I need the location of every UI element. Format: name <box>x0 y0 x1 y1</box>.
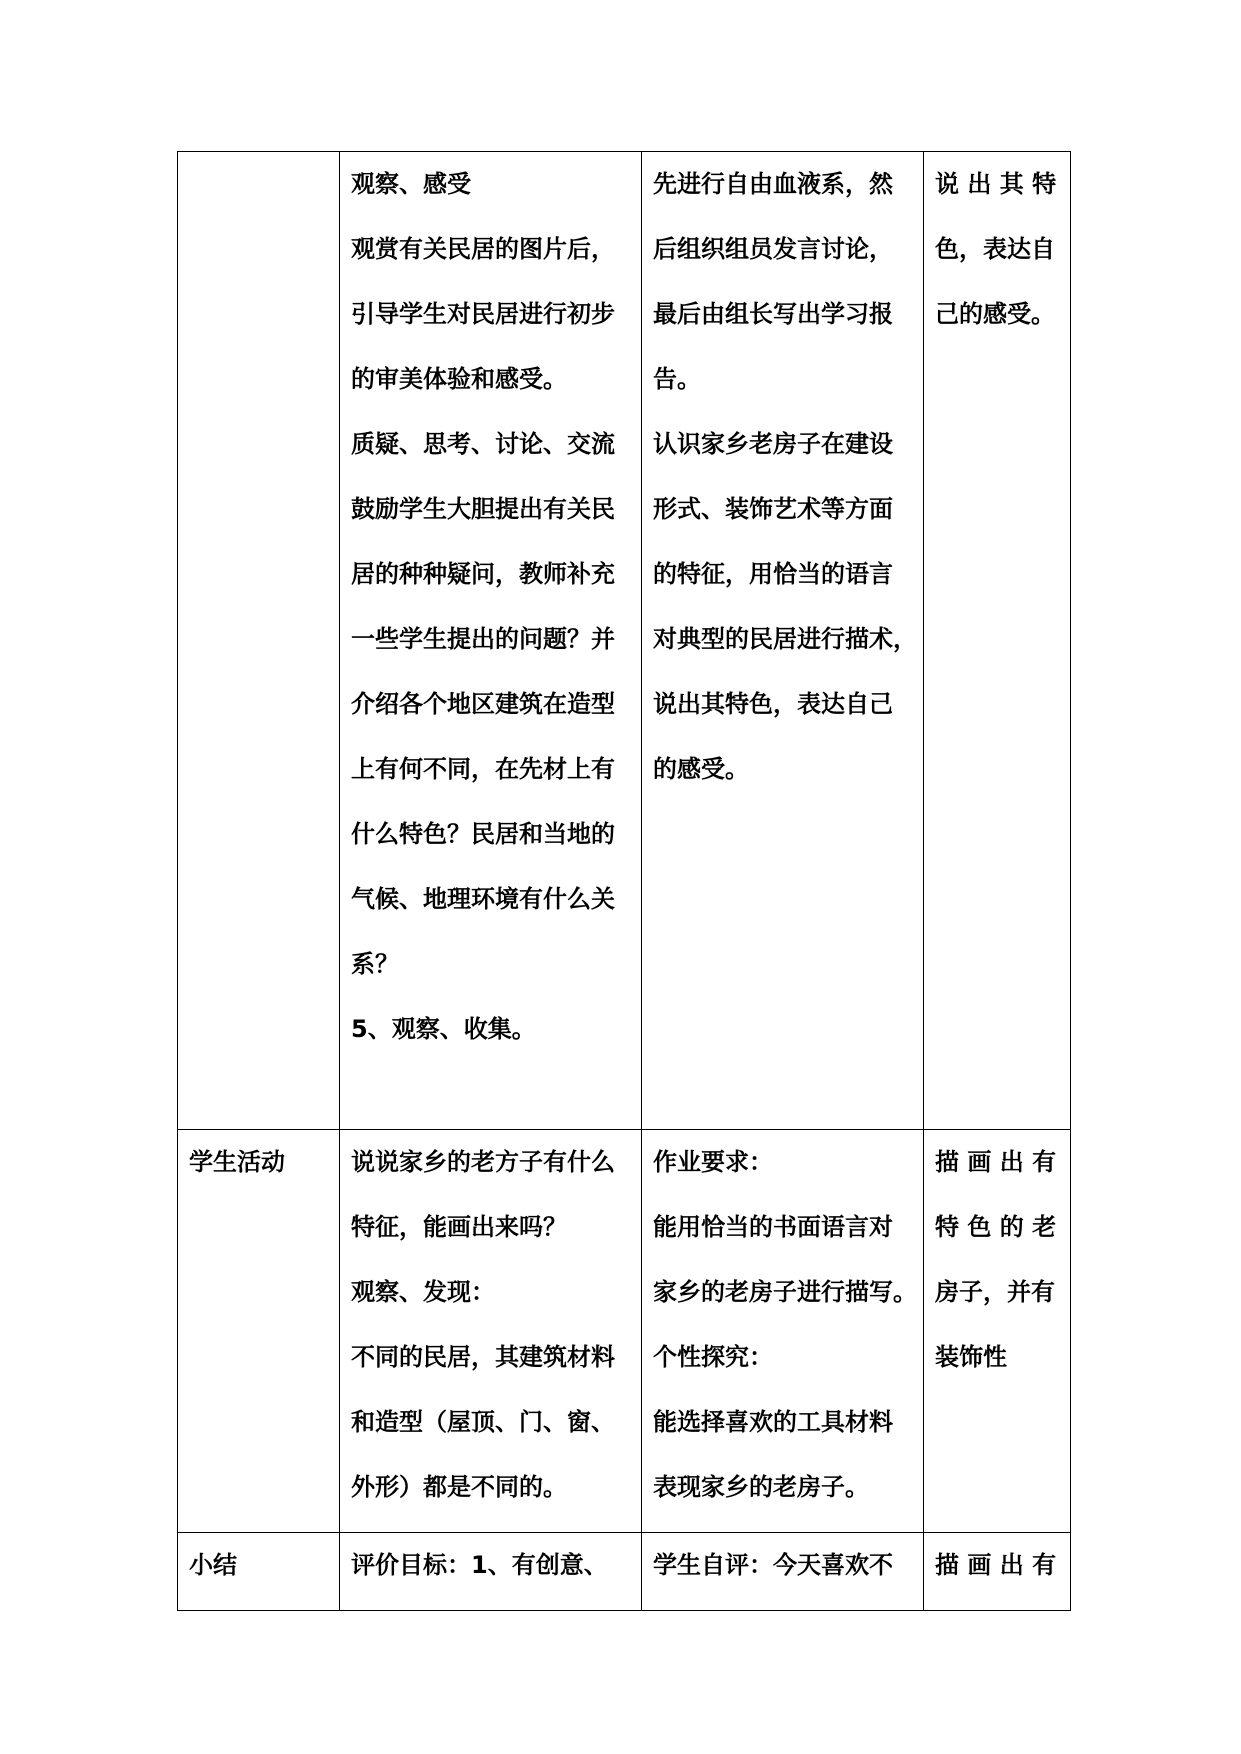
teacher-activity-cell <box>340 1130 642 1533</box>
cell-line: 的审美体验和感受。 <box>351 365 567 393</box>
cell-line: 表现家乡的老房子。 <box>653 1473 869 1501</box>
goal-cell <box>924 1130 1071 1533</box>
cell-line: 特 色 的 老 <box>935 1213 1057 1241</box>
cell-line: 引导学生对民居进行初步 <box>351 300 615 328</box>
cell-line: 个性探究： <box>653 1343 773 1371</box>
cell-line: 能选择喜欢的工具材料 <box>653 1408 893 1436</box>
cell-line: 5、观察、收集。 <box>351 1015 536 1043</box>
cell-line: 评价目标：1、有创意、 <box>351 1551 608 1579</box>
cell-line: 房子，并有 <box>935 1278 1055 1306</box>
cell-line: 鼓励学生大胆提出有关民 <box>351 495 615 523</box>
cell-line: 描 画 出 有 <box>935 1148 1057 1176</box>
row-label: 学生活动 <box>189 1148 285 1176</box>
cell-line: 说说家乡的老方子有什么 <box>351 1148 615 1176</box>
cell-line: 特征，能画出来吗？ <box>351 1213 567 1241</box>
row-label: 小结 <box>189 1551 237 1579</box>
cell-line: 上有何不同，在先材上有 <box>351 755 615 783</box>
cell-line: 己的感受。 <box>935 300 1055 328</box>
goal-cell <box>924 152 1071 1130</box>
teacher-activity-cell <box>340 152 642 1130</box>
cell-line: 什么特色？民居和当地的 <box>351 820 615 848</box>
row-label-cell <box>178 1130 340 1533</box>
table-row <box>178 152 1071 1130</box>
cell-line: 系？ <box>351 950 399 978</box>
cell-line: 说出其特色，表达自己 <box>653 690 893 718</box>
cell-line: 不同的民居，其建筑材料 <box>351 1343 615 1371</box>
goal-cell <box>924 1533 1071 1611</box>
cell-line: 观赏有关民居的图片后， <box>351 235 615 263</box>
cell-line: 家乡的老房子进行描写。 <box>653 1278 917 1306</box>
cell-line: 的特征，用恰当的语言 <box>653 560 893 588</box>
cell-line: 对典型的民居进行描术， <box>653 625 917 653</box>
cell-line: 观察、发现： <box>351 1278 495 1306</box>
cell-line: 后组织组员发言讨论， <box>653 235 893 263</box>
cell-line: 的感受。 <box>653 755 749 783</box>
student-activity-cell <box>642 1533 924 1611</box>
lesson-plan-table <box>177 151 1071 1611</box>
teacher-activity-cell <box>340 1533 642 1611</box>
cell-line: 说 出 其 特 <box>935 170 1057 198</box>
student-activity-cell <box>642 152 924 1130</box>
cell-line: 气候、地理环境有什么关 <box>351 885 615 913</box>
cell-line: 学生自评：今天喜欢不 <box>653 1551 893 1579</box>
cell-line: 色，表达自 <box>935 235 1055 263</box>
cell-line: 居的种种疑问，教师补充 <box>351 560 615 588</box>
cell-line: 能用恰当的书面语言对 <box>653 1213 893 1241</box>
student-activity-cell <box>642 1130 924 1533</box>
cell-line: 外形）都是不同的。 <box>351 1473 567 1501</box>
cell-line: 认识家乡老房子在建设 <box>653 430 893 458</box>
cell-line: 装饰性 <box>935 1343 1007 1371</box>
cell-line: 一些学生提出的问题？并 <box>351 625 615 653</box>
row-label-cell <box>178 152 340 1130</box>
table-row <box>178 1130 1071 1533</box>
cell-line: 作业要求： <box>653 1148 773 1176</box>
cell-line: 最后由组长写出学习报 <box>653 300 893 328</box>
cell-line: 和造型（屋顶、门、窗、 <box>351 1408 615 1436</box>
cell-line: 介绍各个地区建筑在造型 <box>351 690 615 718</box>
cell-line: 质疑、思考、讨论、交流 <box>351 430 615 458</box>
cell-line: 观察、感受 <box>351 170 471 198</box>
cell-line: 告。 <box>653 365 701 393</box>
table-row <box>178 1533 1071 1611</box>
cell-line: 描 画 出 有 <box>935 1551 1057 1579</box>
cell-line: 形式、装饰艺术等方面 <box>653 495 893 523</box>
cell-line: 先进行自由血液系，然 <box>653 170 893 198</box>
row-label-cell <box>178 1533 340 1611</box>
